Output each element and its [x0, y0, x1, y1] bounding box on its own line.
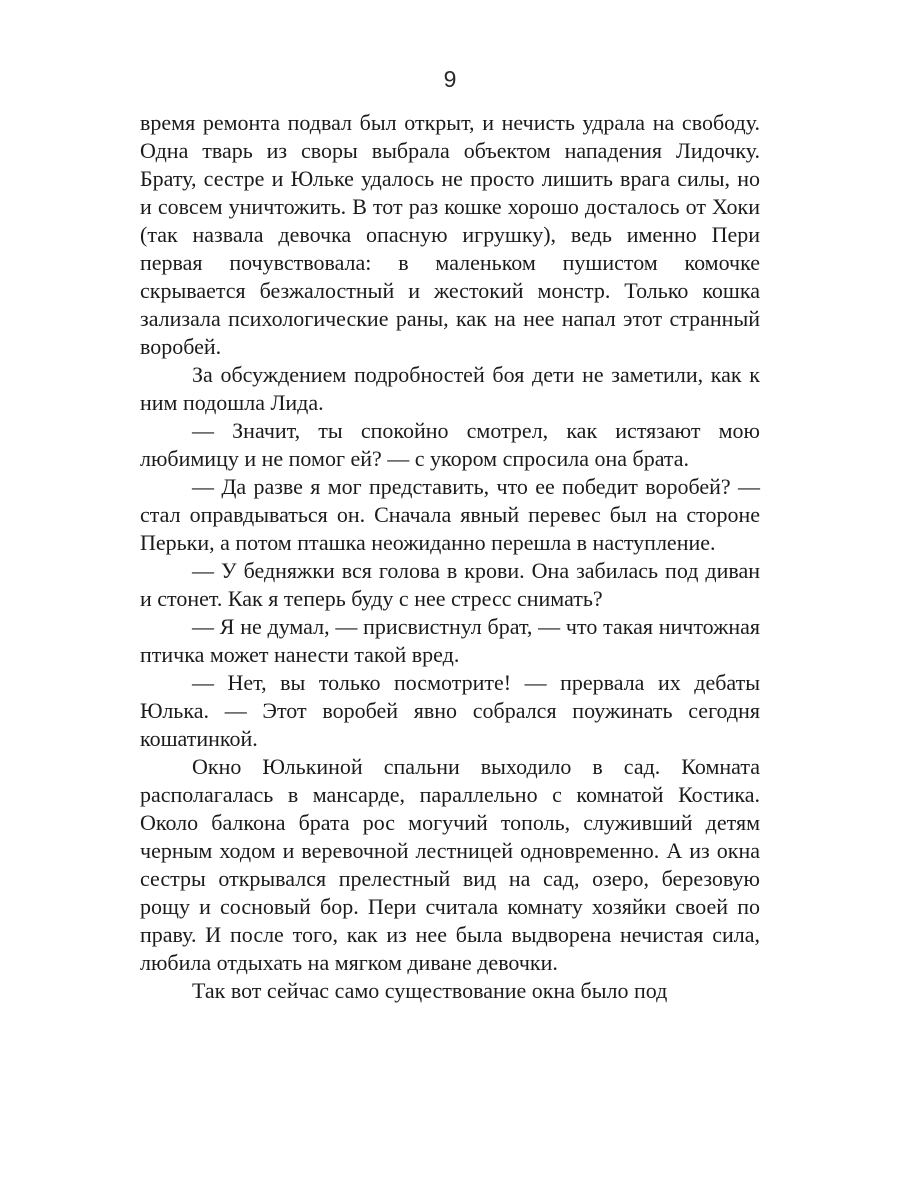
page-number: 9 — [443, 66, 457, 92]
paragraph: — Я не думал, — присвистнул брат, — что такая ничтожная птичка может нанести такой вред. — [140, 614, 760, 667]
paragraph: — Да разве я мог представить, что ее победит воробей? — стал оправдываться он. Сначала явный перевес был на стороне Перьки, а потом пташка неожиданно перешла в наступление. — [140, 474, 760, 555]
paragraph: — У бедняжки вся голова в крови. Она забилась под диван и стонет. Как я теперь буду с нее стресс снимать? — [140, 558, 760, 611]
paragraph: Окно Юлькиной спальни выходило в сад. Комната располагалась в мансарде, параллельно с комнатой Костика. Около балкона брата рос могучий тополь, служивший детям черным ходом и веревочной лестницей одновременно. А из окна сестры открывался прелестный вид на сад, озеро, березовую рощу и сосновый бор. Пери считала комнату хозяйки своей по праву. И после того, как из нее была выдворена нечистая сила, любила отдыхать на мягком диване девочки. — [140, 754, 760, 975]
paragraph: За обсуждением подробностей боя дети не заметили, как к ним подошла Лида. — [140, 362, 760, 415]
paragraph: Так вот сейчас само существование окна было под — [192, 978, 668, 1003]
paragraph: — Значит, ты спокойно смотрел, как истязают мою любимицу и не помог ей? — с укором спросила она брата. — [140, 418, 760, 471]
paragraph: — Нет, вы только посмотрите! — прервала их дебаты Юлька. — Этот воробей явно собрался поужинать сегодня кошатинкой. — [140, 670, 760, 751]
paragraph: время ремонта подвал был открыт, и нечисть удрала на свободу. Одна тварь из своры выбрала объектом нападения Лидочку. Брату, сестре и Юльке удалось не просто лишить врага силы, но и совсем уничтожить. В тот раз кошке хорошо досталось от Хоки (так назвала девочка опасную игрушку), ведь именно Пери первая почувствовала: в маленьком пушистом комочке скрывается безжалостный и жестокий монстр. Только кошка зализала психологические раны, как на нее напал этот странный воробей. — [140, 110, 760, 359]
text-block — [140, 109, 760, 1005]
